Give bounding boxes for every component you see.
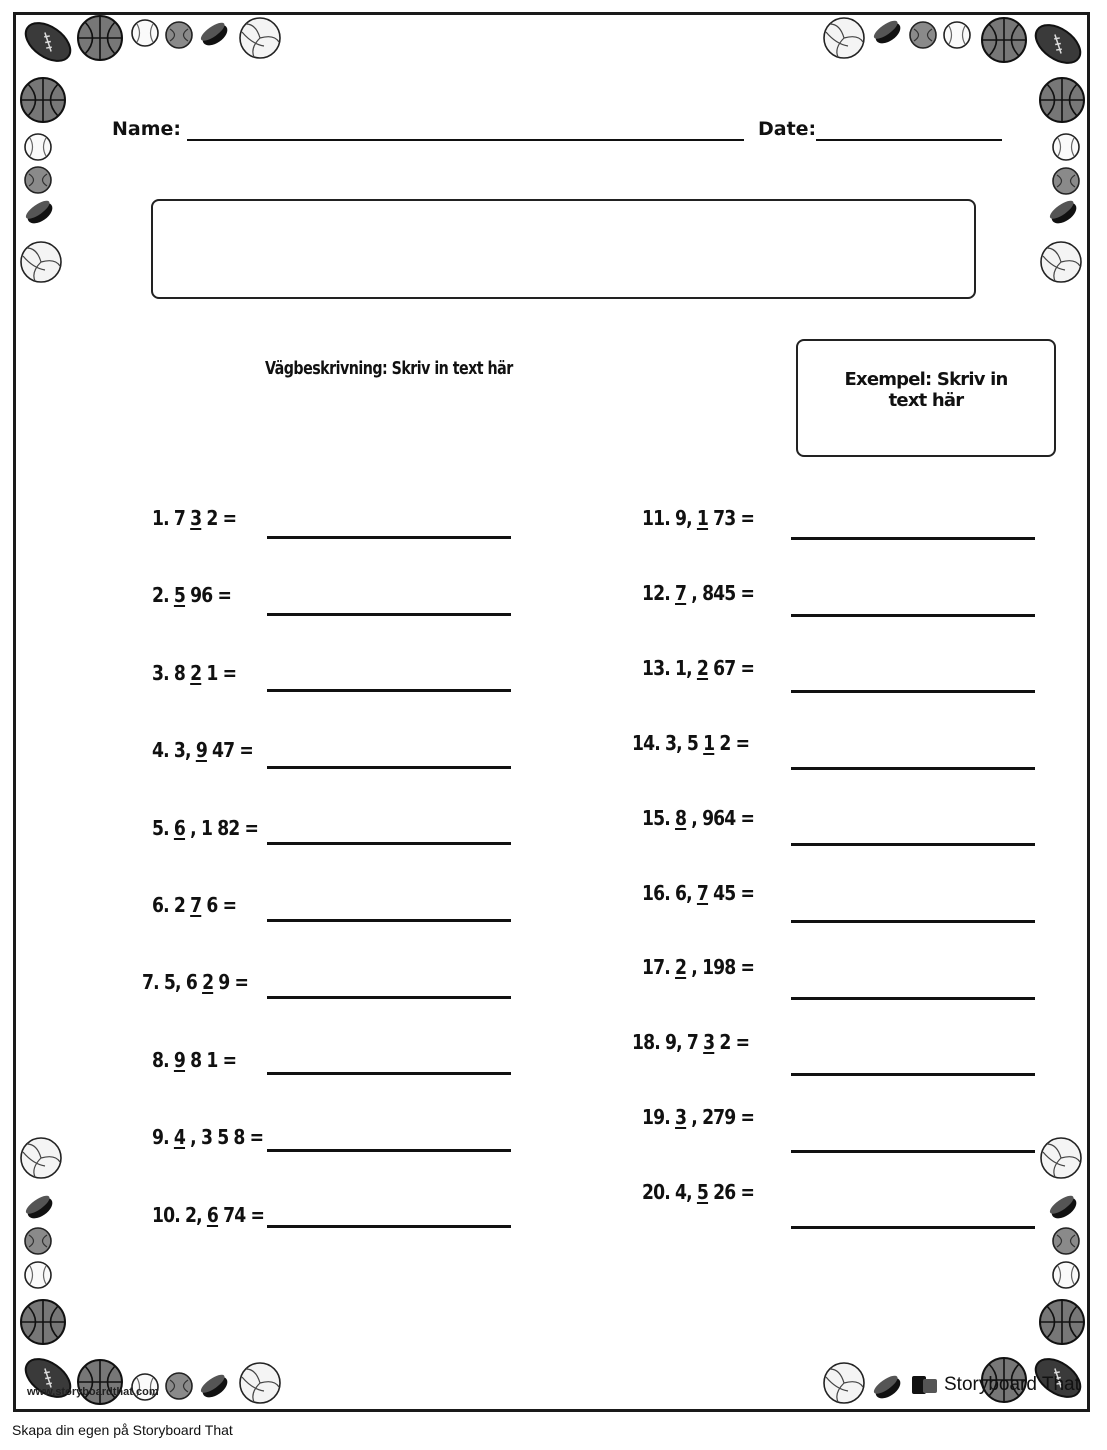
problem-label: 9.: [152, 1125, 174, 1150]
problem-right-1: [642, 506, 754, 530]
problem-left-8: [152, 1048, 236, 1072]
answer-line-right-5[interactable]: [791, 843, 1035, 846]
underlined-digit: 3: [703, 1030, 715, 1055]
storyboard-that-logo: [910, 1374, 1080, 1396]
underlined-digit: 6: [173, 815, 186, 840]
problem-rest: , 3 5 8 =: [185, 1125, 264, 1150]
underlined-digit: 2: [696, 655, 709, 680]
logo-text: Storyboard That: [944, 1374, 1080, 1395]
problem-right-6: [642, 881, 754, 905]
answer-line-right-6[interactable]: [791, 920, 1035, 923]
problem-label: 12.: [642, 580, 676, 605]
problem-label: 19.: [642, 1105, 676, 1130]
problem-left-9: [152, 1125, 263, 1149]
date-label: Date:: [758, 118, 817, 140]
answer-line-right-2[interactable]: [791, 614, 1035, 617]
problem-label: 18. 9, 7: [632, 1030, 704, 1055]
underlined-digit: 1: [696, 506, 709, 530]
example-text: Exempel: Skriv in text här: [844, 369, 1008, 411]
problem-left-2: [152, 583, 231, 607]
underlined-digit: 3: [675, 1105, 687, 1130]
problem-rest: 6 =: [201, 893, 237, 917]
problem-label: 5.: [152, 815, 174, 840]
example-box: [796, 339, 1056, 457]
problem-rest: , 845 =: [686, 580, 755, 605]
problem-label: 10. 2,: [152, 1202, 207, 1227]
problem-label: 2.: [152, 583, 174, 608]
problem-right-4: [632, 731, 749, 755]
problem-right-3: [642, 656, 754, 680]
underlined-digit: 7: [675, 580, 687, 605]
problem-rest: 74 =: [218, 1202, 265, 1227]
answer-line-left-4[interactable]: [267, 766, 511, 769]
answer-line-left-7[interactable]: [267, 996, 511, 999]
problem-right-5: [642, 806, 754, 830]
problem-label: 3. 8: [152, 660, 191, 685]
underlined-digit: 6: [206, 1202, 219, 1227]
problem-label: 20. 4,: [642, 1180, 697, 1205]
underlined-digit: 3: [190, 506, 202, 530]
answer-line-left-2[interactable]: [267, 613, 511, 616]
problem-label: 16. 6,: [642, 880, 697, 905]
answer-line-left-5[interactable]: [267, 842, 511, 845]
problem-label: 7. 5, 6: [142, 970, 203, 995]
problem-label: 15.: [642, 805, 676, 830]
problem-label: 13. 1,: [642, 655, 697, 680]
underlined-digit: 5: [173, 583, 186, 608]
problem-label: 6. 2: [152, 893, 191, 917]
problem-left-7: [142, 970, 248, 994]
problem-left-3: [152, 661, 236, 685]
answer-line-right-8[interactable]: [791, 1073, 1035, 1076]
problem-rest: 73 =: [708, 506, 755, 530]
answer-line-right-3[interactable]: [791, 690, 1035, 693]
problem-rest: 26 =: [708, 1180, 755, 1205]
problem-rest: , 1 82 =: [185, 815, 259, 840]
answer-line-right-10[interactable]: [791, 1226, 1035, 1229]
underlined-digit: 7: [696, 880, 709, 905]
problem-label: 17.: [642, 955, 676, 980]
problem-rest: 2 =: [714, 730, 750, 755]
date-line[interactable]: [816, 139, 1002, 141]
answer-line-left-3[interactable]: [267, 689, 511, 692]
name-label: Name:: [112, 118, 182, 140]
title-box[interactable]: [151, 199, 976, 299]
answer-line-left-1[interactable]: [267, 536, 511, 539]
underlined-digit: 2: [675, 955, 687, 980]
problem-left-10: [152, 1203, 264, 1227]
footer-text: Skapa din egen på Storyboard That: [12, 1422, 233, 1438]
problem-rest: 1 =: [201, 660, 237, 685]
underlined-digit: 4: [173, 1125, 186, 1150]
problem-rest: 8 1 =: [185, 1047, 237, 1072]
answer-line-right-7[interactable]: [791, 997, 1035, 1000]
problem-rest: 9 =: [213, 970, 249, 995]
underlined-digit: 7: [190, 893, 202, 917]
problem-rest: , 964 =: [686, 805, 755, 830]
underlined-digit: 2: [202, 970, 214, 995]
problem-right-9: [642, 1105, 754, 1129]
problem-rest: 67 =: [708, 655, 755, 680]
underlined-digit: 2: [190, 660, 202, 685]
answer-line-right-9[interactable]: [791, 1150, 1035, 1153]
answer-line-left-6[interactable]: [267, 919, 511, 922]
problem-rest: 2 =: [201, 506, 237, 530]
problem-label: 1. 7: [152, 506, 191, 530]
answer-line-left-8[interactable]: [267, 1072, 511, 1075]
watermark: www.storyboardthat.com: [27, 1386, 159, 1398]
underlined-digit: 1: [703, 730, 715, 755]
problem-rest: , 279 =: [686, 1105, 755, 1130]
problem-label: 14. 3, 5: [632, 730, 704, 755]
problem-left-6: [152, 893, 236, 917]
problem-label: 11. 9,: [642, 506, 697, 530]
problem-rest: 2 =: [714, 1030, 750, 1055]
problem-rest: 96 =: [185, 583, 232, 608]
name-line[interactable]: [187, 139, 744, 141]
problem-left-5: [152, 816, 258, 840]
underlined-digit: 9: [195, 738, 207, 763]
problem-right-8: [632, 1030, 749, 1054]
problem-rest: , 198 =: [686, 955, 755, 980]
problem-left-4: [152, 738, 253, 762]
underlined-digit: 5: [696, 1180, 709, 1205]
underlined-digit: 9: [173, 1047, 186, 1072]
answer-line-left-9[interactable]: [267, 1149, 511, 1152]
problem-left-1: [152, 506, 236, 530]
underlined-digit: 8: [675, 805, 687, 830]
problem-right-2: [642, 581, 754, 605]
answer-line-right-1[interactable]: [791, 537, 1035, 540]
answer-line-right-4[interactable]: [791, 767, 1035, 770]
directions-text: Vägbeskrivning: Skriv in text här: [265, 358, 513, 379]
problem-right-10: [642, 1180, 754, 1204]
problem-right-7: [642, 955, 754, 979]
answer-line-left-10[interactable]: [267, 1225, 511, 1228]
problem-rest: 45 =: [708, 880, 755, 905]
problem-rest: 47 =: [206, 738, 253, 763]
problem-label: 4. 3,: [152, 738, 196, 763]
problem-label: 8.: [152, 1047, 174, 1072]
storyboard-logo-icon: [910, 1374, 940, 1396]
